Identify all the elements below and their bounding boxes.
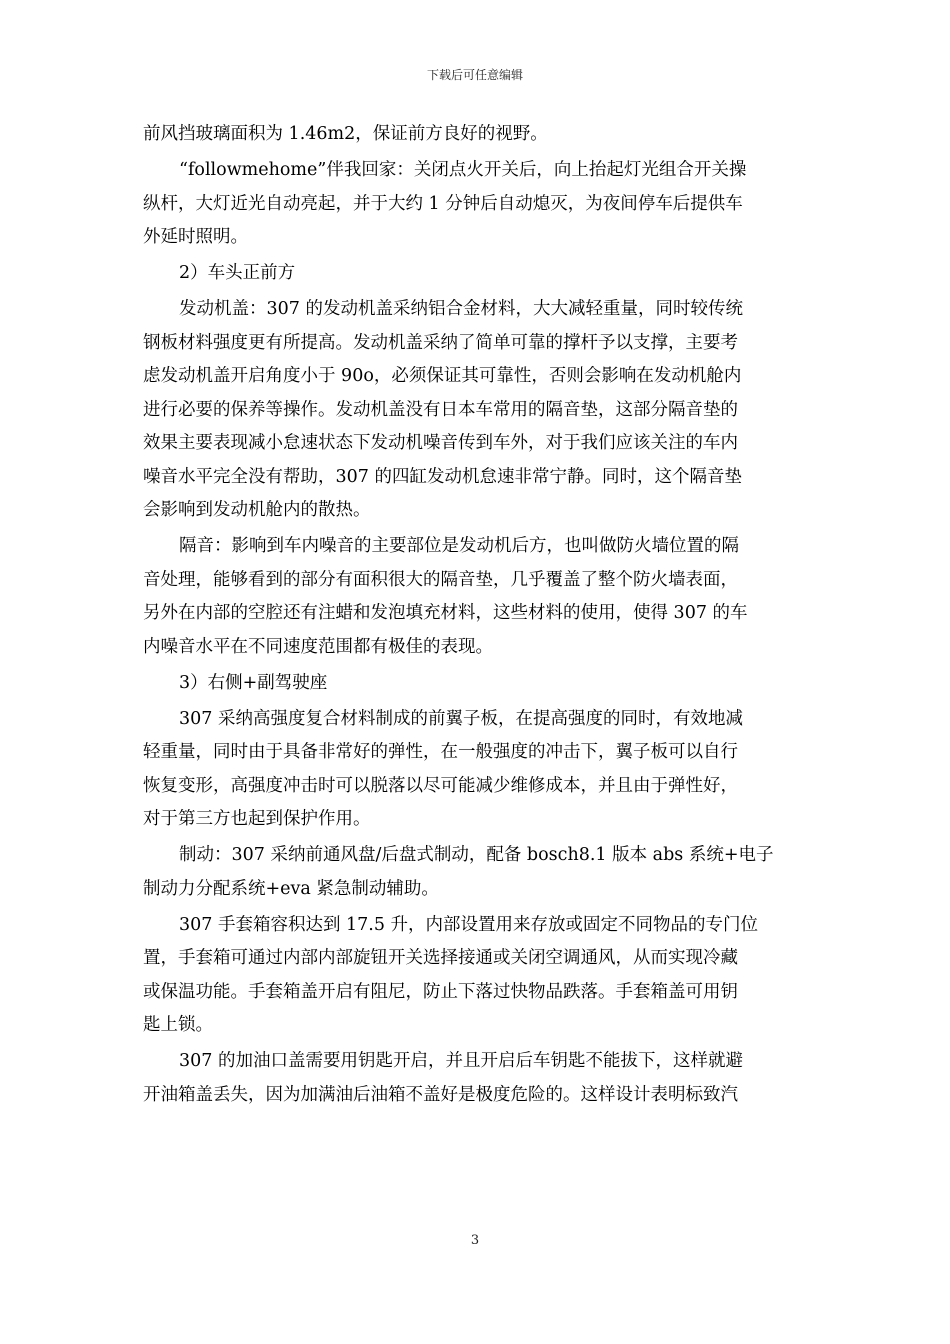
text-line: 隔音：影响到车内噪音的主要部位是发动机后方，也叫做防火墙位置的隔 <box>179 536 739 556</box>
paragraph <box>143 154 807 255</box>
text-line: 轻重量，同时由于具备非常好的弹性，在一般强度的冲击下，翼子板可以自行 <box>143 742 738 762</box>
text-line: 307 手套箱容积达到 17.5 升，内部设置用来存放或固定不同物品的专门位 <box>179 914 759 935</box>
text-line: 2）车头正前方 <box>179 263 296 283</box>
text-line: 进行必要的保养等操作。发动机盖没有日本车常用的隔音垫，这部分隔音垫的 <box>143 399 738 420</box>
text-line: 效果主要表现减小怠速状态下发动机噪音传到车外，对于我们应该关注的车内 <box>143 433 738 453</box>
text-line: 307 采纳高强度复合材料制成的前翼子板，在提高强度的同时，有效地减 <box>179 708 743 729</box>
paragraph <box>143 293 807 528</box>
text-line: “followmehome”伴我回家：关闭点火开关后，向上抬起灯光组合开关操 <box>179 160 747 180</box>
text-line: 纵杆，大灯近光自动亮起，并于大约 1 分钟后自动熄灭，为夜间停车后提供车 <box>143 193 743 214</box>
page-number: 3 <box>470 1233 480 1248</box>
text-line: 另外在内部的空腔还有注蜡和发泡填充材料，这些材料的使用，使得 307 的车 <box>143 603 748 623</box>
text-line: 内噪音水平在不同速度范围都有极佳的表现。 <box>143 636 493 657</box>
text-line: 发动机盖：307 的发动机盖采纳铝合金材料，大大减轻重量，同时较传统 <box>179 299 743 319</box>
text-line: 前风挡玻璃面积为 1.46m2，保证前方良好的视野。 <box>143 124 548 144</box>
text-line: 外延时照明。 <box>143 227 248 247</box>
text-line: 置，手套箱可通过内部内部旋钮开关选择接通或关闭空调通风，从而实现冷藏 <box>143 948 738 968</box>
text-line: 虑发动机盖开启角度小于 90o，必须保证其可靠性，否则会影响在发动机舱内 <box>143 366 742 386</box>
text-line: 或保温功能。手套箱盖开启有阻尼，防止下落过快物品跌落。手套箱盖可用钥 <box>143 981 738 1002</box>
text-line: 制动力分配系统+eva 紧急制动辅助。 <box>143 878 439 899</box>
text-line: 307 的加油口盖需要用钥匙开启，并且开启后车钥匙不能拔下，这样就避 <box>179 1051 743 1071</box>
text-line: 匙上锁。 <box>143 1015 213 1035</box>
paragraph <box>143 118 807 152</box>
page-header: 下载后可任意编辑 <box>426 68 523 82</box>
text-line: 恢复变形，高强度冲击时可以脱落以尽可能减少维修成本，并且由于弹性好， <box>143 775 738 796</box>
text-line: 开油箱盖丢失，因为加满油后油箱不盖好是极度危险的。这样设计表明标致汽 <box>143 1084 738 1105</box>
text-line: 噪音水平完全没有帮助，307 的四缸发动机怠速非常宁静。同时，这个隔音垫 <box>143 466 742 487</box>
paragraph <box>143 1045 807 1112</box>
text-line: 钢板材料强度更有所提高。发动机盖采纳了简单可靠的撑杆予以支撑，主要考 <box>143 332 738 353</box>
paragraph <box>143 703 807 837</box>
text-line: 制动：307 采纳前通风盘/后盘式制动，配备 bosch8.1 版本 abs 系统+电子 <box>179 845 774 865</box>
text-line: 对于第三方也起到保护作用。 <box>143 809 371 829</box>
paragraph <box>143 909 807 1043</box>
text-line: 会影响到发动机舱内的散热。 <box>143 500 371 520</box>
paragraph <box>143 257 807 291</box>
text-line: 3）右侧+副驾驶座 <box>179 672 328 693</box>
paragraph <box>143 839 807 906</box>
body-text <box>143 118 807 1115</box>
paragraph <box>143 667 807 701</box>
paragraph <box>143 530 807 664</box>
text-line: 音处理，能够看到的部分有面积很大的隔音垫，几乎覆盖了整个防火墙表面， <box>143 569 738 590</box>
